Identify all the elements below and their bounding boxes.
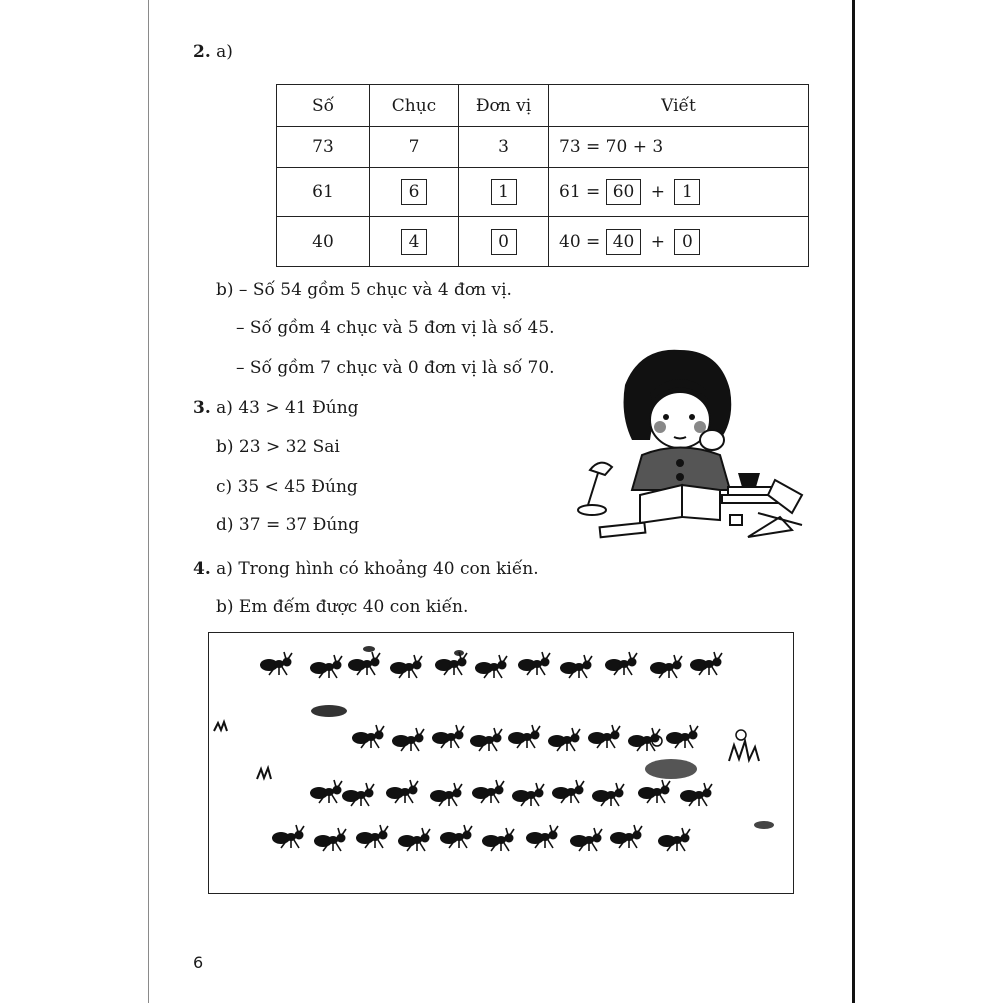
answer-box: 1 <box>674 179 700 205</box>
ant-icon <box>638 780 670 803</box>
ant-icon <box>398 828 430 851</box>
page-border-left <box>148 0 149 1003</box>
place-value-table <box>276 84 809 267</box>
answer-box: 6 <box>401 179 427 205</box>
table-row <box>277 127 809 168</box>
ant-icon <box>588 725 620 748</box>
ant-icon <box>310 780 342 803</box>
cell-chuc <box>370 217 459 267</box>
section-4-line-a <box>193 559 539 579</box>
header-so: Số <box>277 85 370 127</box>
ant-icon <box>470 728 502 751</box>
girl-studying-illustration <box>570 345 810 545</box>
item-text: 37 = 37 Đúng <box>238 515 360 535</box>
ant-icon <box>348 652 380 675</box>
section-3-item-b <box>216 437 340 457</box>
header-donvi: Đơn vị <box>459 85 549 127</box>
plus-sign: + <box>650 231 665 252</box>
answer-box: 0 <box>674 229 700 255</box>
ant-icon <box>260 652 292 675</box>
ant-icon <box>680 783 712 806</box>
section-4-line-b: b) Em đếm được 40 con kiến. <box>216 597 469 617</box>
viet-equation-left: 61 = <box>559 182 601 202</box>
ant-icon <box>310 655 342 678</box>
cell-so: 73 <box>277 127 370 168</box>
ant-icon <box>390 655 422 678</box>
leaf-icon <box>311 705 347 717</box>
plus-sign: + <box>650 182 665 202</box>
ant-icon <box>435 652 467 675</box>
page-border-right <box>852 0 855 1003</box>
ant-icon <box>314 828 346 851</box>
ants-drawing <box>209 633 792 892</box>
ant-icon <box>592 783 624 806</box>
ant-icon <box>508 725 540 748</box>
ant-icon <box>512 783 544 806</box>
section-4-text-a: a) Trong hình có khoảng 40 con kiến. <box>216 559 539 579</box>
ant-icon <box>666 725 698 748</box>
answer-box: 40 <box>606 229 642 255</box>
ant-icon <box>658 828 690 851</box>
ant-icon <box>440 825 472 848</box>
ant-icon <box>552 780 584 803</box>
cell-chuc: 7 <box>370 127 459 168</box>
ant-icon <box>272 825 304 848</box>
ant-icon <box>526 825 558 848</box>
cell-so: 61 <box>277 168 370 217</box>
ant-icon <box>386 780 418 803</box>
answer-box: 4 <box>401 229 427 255</box>
ant-group <box>260 652 722 851</box>
header-viet: Viết <box>549 85 809 127</box>
ant-icon <box>392 728 424 751</box>
part-b-line-3: – Số gồm 7 chục và 0 đơn vị là số 70. <box>236 358 555 378</box>
item-label: c) <box>216 477 233 497</box>
ant-icon <box>432 725 464 748</box>
section-number: 2. <box>193 42 211 62</box>
answer-box: 0 <box>491 229 517 255</box>
cell-donvi: 3 <box>459 127 549 168</box>
item-text: 23 > 32 Sai <box>238 437 340 457</box>
cell-viet <box>549 217 809 267</box>
pebble-icon <box>754 821 774 829</box>
ant-icon <box>482 828 514 851</box>
grass-icon <box>257 768 271 779</box>
ant-icon <box>570 828 602 851</box>
cell-so: 40 <box>277 217 370 267</box>
section-3-item-c <box>216 477 358 497</box>
viet-equation-left: 40 = <box>559 231 601 252</box>
ant-icon <box>472 780 504 803</box>
item-text: 35 < 45 Đúng <box>237 477 358 497</box>
rock-icon <box>645 759 697 779</box>
answer-box: 1 <box>491 179 517 205</box>
cell-donvi <box>459 217 549 267</box>
pebble-icon <box>363 646 375 652</box>
grass-icon <box>214 722 227 731</box>
page-number: 6 <box>193 953 204 972</box>
table-row <box>277 168 809 217</box>
ant-icon <box>610 825 642 848</box>
section-3-item-d <box>216 515 359 535</box>
ant-icon <box>475 655 507 678</box>
section-2-heading <box>193 42 233 62</box>
section-part-label: a) <box>216 42 233 62</box>
section-number: 3. <box>193 398 211 418</box>
cell-viet <box>549 168 809 217</box>
ant-icon <box>560 655 592 678</box>
table-row <box>277 217 809 267</box>
item-label: d) <box>216 515 234 535</box>
ant-icon <box>548 728 580 751</box>
flower-icon <box>736 730 746 740</box>
part-b-line-1: b) – Số 54 gồm 5 chục và 4 đơn vị. <box>216 280 512 300</box>
section-3-item-a <box>193 398 359 418</box>
ant-icon <box>605 652 637 675</box>
ant-icon <box>342 783 374 806</box>
header-chuc: Chục <box>370 85 459 127</box>
ant-icon <box>352 725 384 748</box>
ant-icon <box>518 652 550 675</box>
item-label: b) <box>216 437 234 457</box>
ant-icon <box>430 783 462 806</box>
item-label: a) <box>216 398 233 418</box>
cell-chuc <box>370 168 459 217</box>
table-header-row <box>277 85 809 127</box>
ant-icon <box>690 652 722 675</box>
cell-donvi <box>459 168 549 217</box>
item-text: 43 > 41 Đúng <box>238 398 359 418</box>
flower-grass-icon <box>729 741 759 761</box>
answer-box: 60 <box>606 179 642 205</box>
ant-icon <box>356 825 388 848</box>
part-b-line-2: – Số gồm 4 chục và 5 đơn vị là số 45. <box>236 318 555 338</box>
ant-icon <box>628 728 660 751</box>
cell-viet: 73 = 70 + 3 <box>549 127 809 168</box>
ant-icon <box>650 655 682 678</box>
section-number: 4. <box>193 559 211 579</box>
ants-illustration <box>208 632 794 894</box>
